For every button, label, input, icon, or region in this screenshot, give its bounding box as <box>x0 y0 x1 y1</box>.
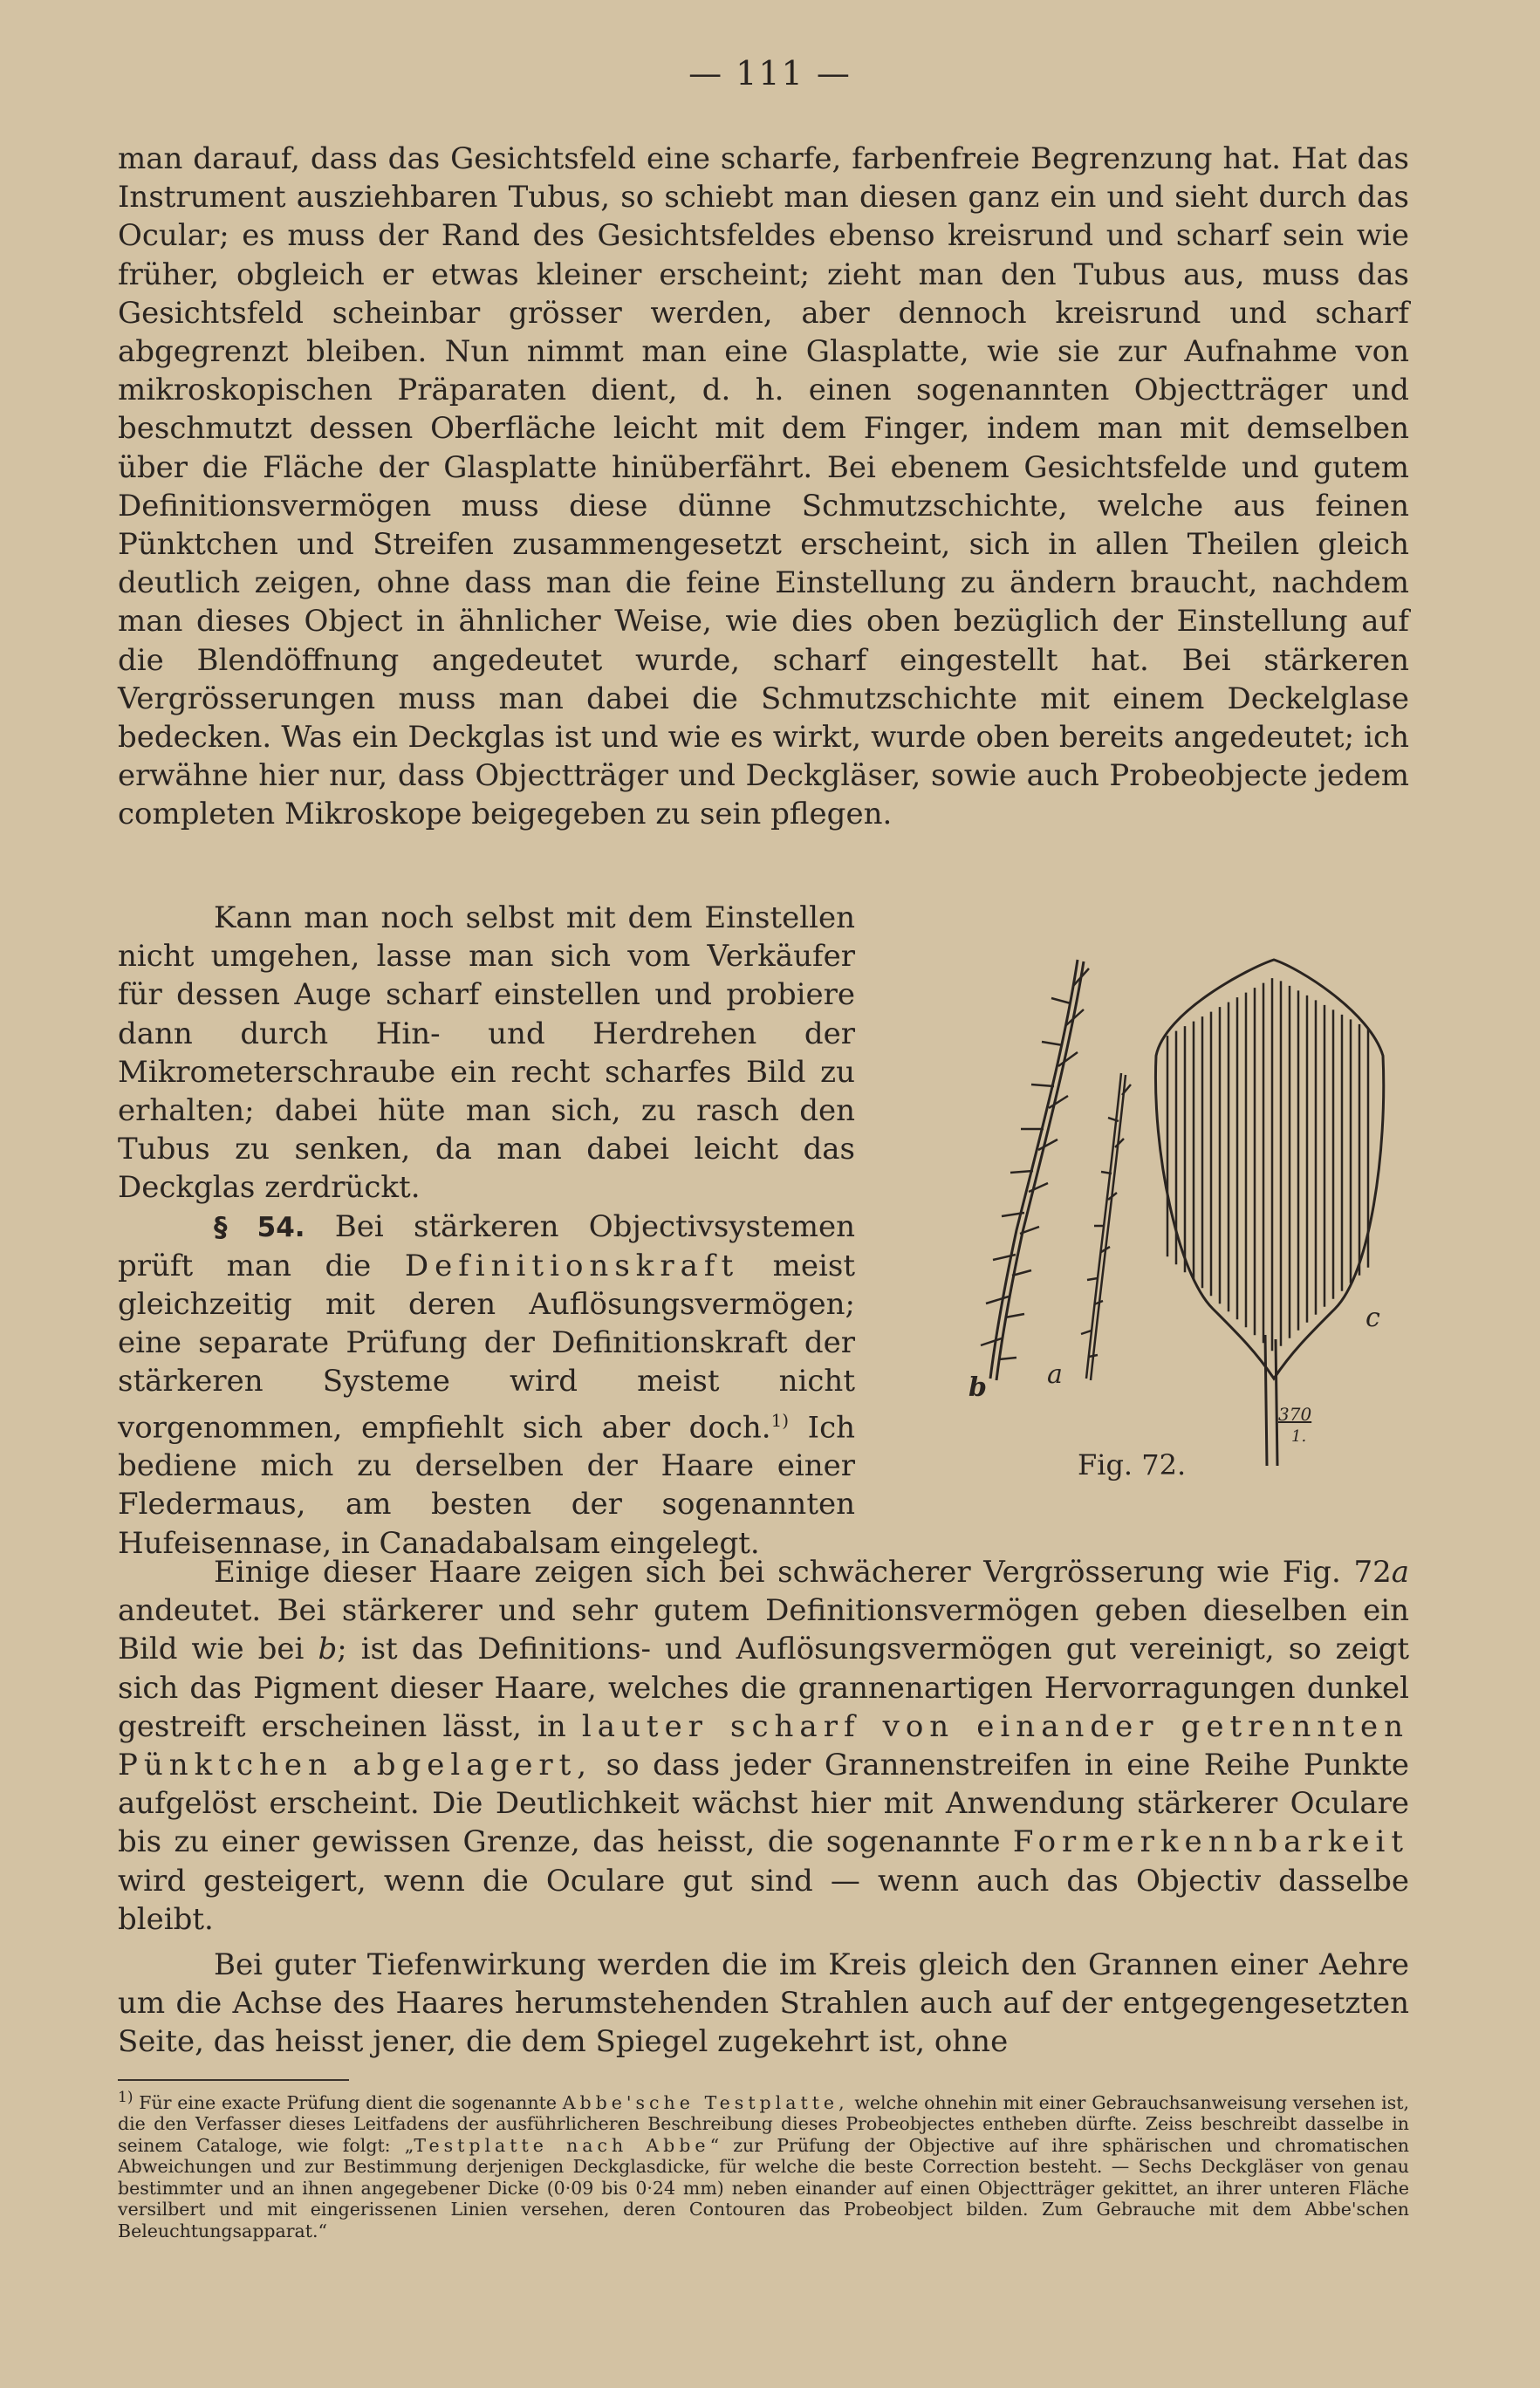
figure-caption: Fig. 72. <box>1078 1448 1187 1481</box>
scale-denominator: 1. <box>1291 1427 1307 1446</box>
paragraph-fig72-description: Einige dieser Haare zeigen sich bei schwächerer Vergrösserung wie Fig. 72a andeutet. Bei stärkerer und sehr gutem Definitionsvermögen geben dieselben ein Bild wie bei b; ist das Definitions- und Auflösungsvermögen gut vereinigt, so zeigt sich das Pigment dieser Haare, welches die grannenartigen Hervorragungen dunkel gestreift erscheinen lässt, in lauter scharf von einander getrennten Pünktchen abgelagert, so dass jeder Grannenstreifen in eine Reihe Punkte aufgelöst erscheint. Die Deutlichkeit wächst hier mit Anwendung stärkerer Oculare bis zu einer gewissen Grenze, das heisst, die sogenannte Formerkennbarkeit wird gesteigert, wenn die Oculare gut sind — wenn auch das Objectiv dasselbe bleibt. <box>118 1555 1410 1937</box>
text-column-bottom <box>118 1553 1409 2062</box>
hair-c-illustration <box>1155 960 1383 1466</box>
paragraph-definition-test: man darauf, dass das Gesichtsfeld eine scharfe, farbenfreie Begrenzung hat. Hat das Instrument ausziehbaren Tubus, so schiebt man diesen ganz ein und sieht durch das Ocular; es muss der Rand des Gesichtsfeldes ebenso kreisrund und scharf sein wie früher, obgleich er etwas kleiner erscheint; zieht man den Tubus aus, muss das Gesichtsfeld scheinbar grösser werden, aber dennoch kreisrund und scharf abgegrenzt bleiben. Nun nimmt man eine Glasplatte, wie sie zur Aufnahme von mikroskopischen Präparaten dient, d. h. einen sogenannten Objectträger und beschmutzt dessen Oberfläche leicht mit dem Finger, indem man mit demselben über die Fläche der Glasplatte hinüberfährt. Bei ebenem Gesichtsfelde und gutem Definitionsvermögen muss diese dünne Schmutzschichte, welche aus feinen Pünktchen und Streifen zusammengesetzt erscheint, sich in allen Theilen gleich deutlich zeigen, ohne dass man die feine Einstellung zu ändern braucht, nachdem man dieses Object in ähnlicher Weise, wie dies oben bezüglich der Einstellung auf die Blendöffnung angedeutet wurde, scharf eingestellt hat. Bei stärkeren Vergrösserungen muss man dabei die Schmutzschichte mit einem Deckelglase bedecken. Was ein Deckglas ist und wie es wirkt, wurde oben bereits angedeutet; ich erwähne hier nur, dass Objectträger und Deckgläser, sowie auch Probeobjecte jedem completen Mikroskope beigegeben zu sein pflegen. <box>118 141 1409 832</box>
text-column-narrow <box>118 899 855 1563</box>
spaced-term-definitionskraft: Definitionskraft <box>404 1248 740 1283</box>
footnote-rule <box>118 2079 349 2081</box>
label-b: b <box>968 1372 987 1403</box>
hair-a-illustration <box>1081 1073 1131 1380</box>
footnote-mark: 1) <box>118 2089 133 2106</box>
paragraph-section-54: § 54. Bei stärkeren Objectivsystemen prüft man die Definitionskraft meist gleichzeitig mit deren Auflösungsvermögen; eine separate Prüfung der Definitionskraft der stärkeren Systeme wird meist nicht vorgenommen, empfiehlt sich aber doch.$^{1)}$ Ich bediene mich zu derselben der Haare einer Fledermaus, am besten der sogenannten Hufeisennase, in Canadabalsam eingelegt. <box>118 1208 856 1561</box>
section-marker: § 54. <box>214 1211 305 1243</box>
paragraph-depth-effect: Bei guter Tiefenwirkung werden die im Kreis gleich den Grannen einer Aehre um die Achse des Haares herumstehenden Strahlen auch auf der entgegengesetzten Seite, das heisst jener, die dem Spiegel zugekehrt ist, ohne <box>118 1947 1409 2060</box>
footnote: $^{1)}$ Für eine exacte Prüfung dient die sogenannte Abbe'sche Testplatte, welche ohnehin mit einer Gebrauchsanweisung versehen ist, die den Verfasser dieses Leitfadens der ausführlicheren Beschreibung dieses Probeobjectes entheben dürfte. Zeiss beschreibt dasselbe in seinem Cataloge, wie folgt: „Testplatte nach Abbe“ zur Prüfung der Objective auf ihre sphärischen und chromatischen Abweichungen und zur Bestimmung derjenigen Deckglasdicke, für welche die beste Correction besteht. — Sechs Deckgläser von genau bestimmter und an ihnen angegebener Dicke (0·09 bis 0·24 mm) neben einander auf einen Objectträger gekittet, an ihrer unteren Fläche versilbert und mit eingerissenen Linien versehen, deren Contouren das Probeobject bilden. Zum Gebrauche mit dem Abbe'schen Beleuchtungsapparat.“ <box>118 2089 1409 2241</box>
figure-72-bat-hair <box>934 942 1422 1483</box>
text-column-top <box>118 140 1409 834</box>
spaced-term-formerkennbarkeit: Formerkennbarkeit <box>1012 1824 1409 1860</box>
label-c: c <box>1365 1303 1380 1333</box>
paragraph-adjustment-advice: Kann man noch selbst mit dem Einstellen nicht umgehen, lasse man sich vom Verkäufer für dessen Auge scharf einstellen und probiere dann durch Hin- und Herdrehen der Mikrometerschraube ein recht scharfes Bild zu erhalten; dabei hüte man sich, zu rasch den Tubus zu senken, da man dabei leicht das Deckglas zerdrückt. <box>118 900 855 1206</box>
label-a: a <box>1047 1359 1063 1390</box>
footnote-ref: 1) <box>770 1409 790 1431</box>
spaced-phrase-puenktchen: lauter scharf von einander getrennten Pünktchen abgelagert, <box>118 1708 1410 1783</box>
hair-b-illustration <box>981 960 1089 1380</box>
page-number: — 111 — <box>688 54 852 92</box>
scale-numerator: 370 <box>1278 1404 1312 1425</box>
